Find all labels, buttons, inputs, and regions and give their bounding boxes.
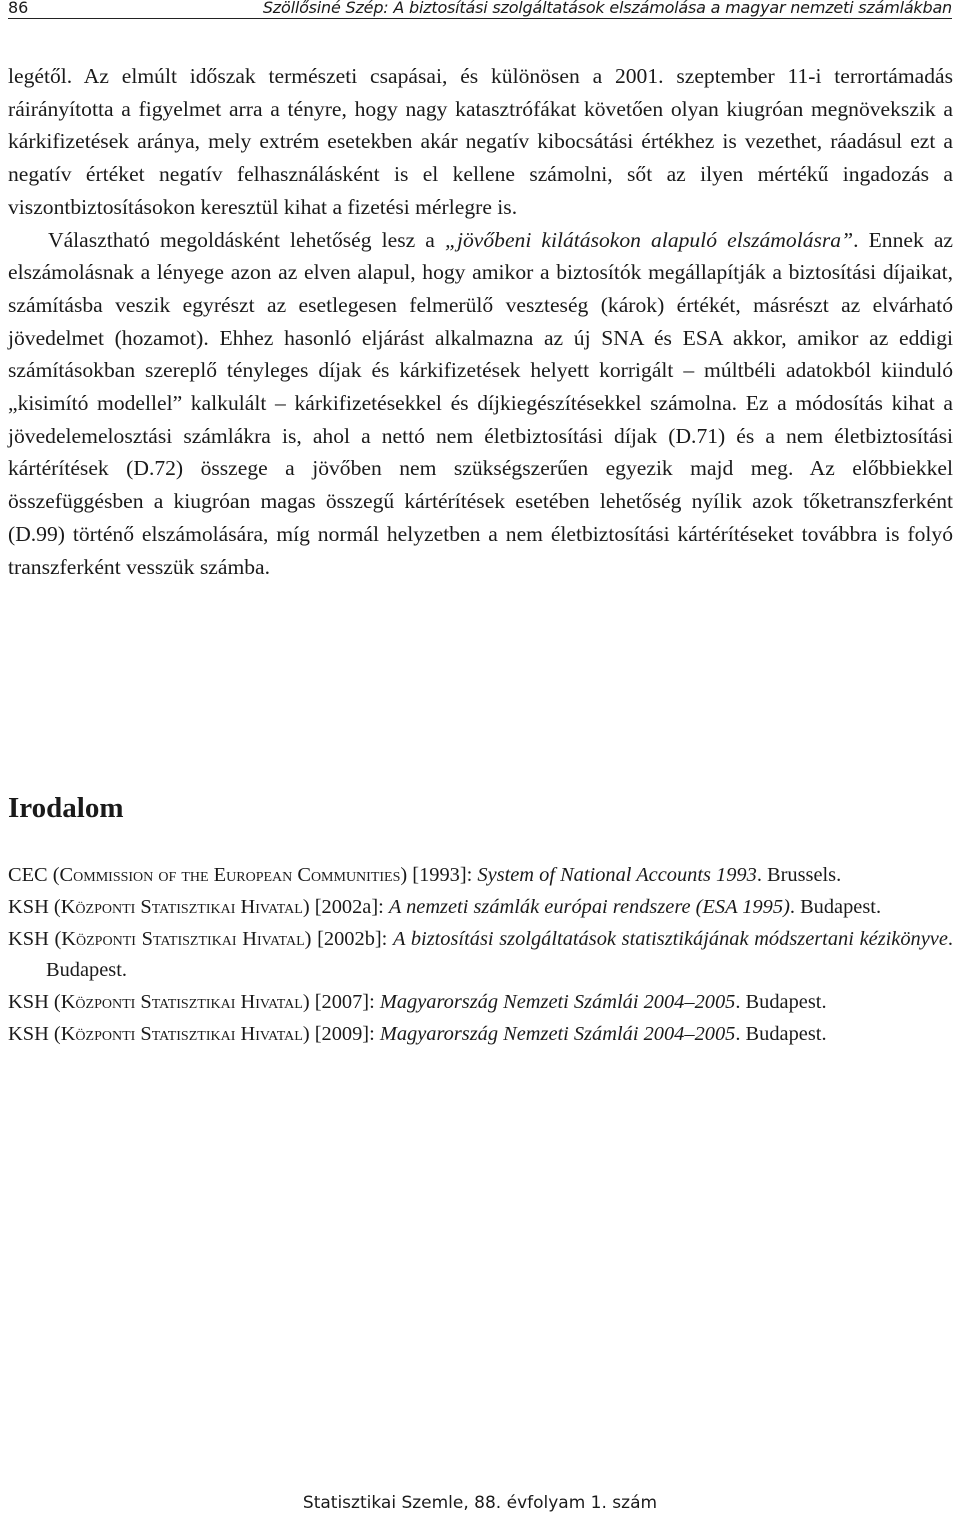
reference-list bbox=[8, 860, 953, 1051]
paragraph-2-rest: . Ennek az elszámolásnak a lényege azon az elven alapul, hogy amikor a biztosítók megállapítják a biztosítási díjaikat, számításba veszik egyrészt az esetlegesen felmerülő veszteség (károk) értékét, másrészt az elvárható jövedelmet (hozamot). Ehhez hasonló eljárást alkalmazna az új SNA és ESA akkor, amikor az eddigi számításokban szereplő tényleges díjak és kárkifizetések helyett korrigált – múltbéli adatokból kiinduló „kisimító modellel” kalkulált – kárkifizetésekkel és díjkiegészítésekkel számolna. Ez a módosítás kihat a jövedelemelosztási számlákra is, ahol a nettó nem életbiztosítási díjak (D.71) és a nem életbiztosítási kártérítések (D.72) összege a jövőben nem szükségszerűen egyezik majd meg. Az előbbiekkel összefüggésben a kiugróan magas összegű kártérítések esetében lehetőség nyílik azok tőketranszferként (D.99) történő elszámolására, míg normál helyzetben a nem életbiztosítási kártérítéseket továbbra is folyó transzferként vesszük számba. bbox=[8, 227, 954, 579]
reference-author: KSH bbox=[8, 991, 49, 1014]
reference-title: Magyarország Nemzeti Számlái 2004–2005 bbox=[379, 991, 736, 1014]
reference-title: Magyarország Nemzeti Számlái 2004–2005 bbox=[379, 1022, 736, 1045]
reference-punct: ( bbox=[48, 1022, 61, 1045]
reference-org: Központi Statisztikai Hivatal bbox=[60, 895, 303, 918]
section-title: Irodalom bbox=[8, 792, 124, 824]
reference-tail: . Budapest. bbox=[735, 991, 827, 1014]
paragraph-2-start: Választható megoldásként lehetőség lesz a bbox=[48, 227, 445, 252]
reference-title: A nemzeti számlák európai rendszere (ESA 1995) bbox=[388, 895, 790, 918]
reference-title: A biztosítási szolgáltatások statisztikájának módszertani kézikönyve bbox=[393, 927, 948, 950]
reference-author: KSH bbox=[8, 895, 49, 918]
reference-org: Commission of the European Communities bbox=[59, 864, 401, 886]
paragraph-2-italic-term: „jövőbeni kilátásokon alapuló elszámolásra” bbox=[444, 227, 854, 252]
reference-punct: ) bbox=[302, 991, 315, 1014]
reference-title: System of National Accounts 1993 bbox=[477, 864, 757, 886]
reference-punct: ) bbox=[304, 927, 318, 950]
reference-org: Központi Statisztikai Hivatal bbox=[60, 991, 303, 1014]
reference-author: KSH bbox=[8, 1022, 49, 1045]
reference-org: Központi Statisztikai Hivatal bbox=[60, 1022, 303, 1045]
reference-org: Központi Statisztikai Hivatal bbox=[61, 927, 305, 950]
reference-punct: ) bbox=[302, 1022, 315, 1045]
reference-year: [2002a]: bbox=[314, 895, 389, 918]
paragraph-1: legétől. Az elmúlt időszak természeti csapásai, és különösen a 2001. szeptember 11-i terrortámadás ráirányította a figyelmet arra a tényre, hogy nagy katasztrófákat követően olyan kiugróan megnövekszik a kárkifizetések aránya, mely extrém esetekben akár negatív kibocsátási értékhez is vezethet, ráadásul ezt a negatív értéket negatív felhasználásként is el kellene számolni, sőt az ilyen mértékű ingadozás a viszontbiztosításokon keresztül kihat a fizetési mérlegre is. bbox=[8, 64, 953, 219]
reference-tail: . Budapest. bbox=[735, 1022, 827, 1045]
page-footer: Statisztikai Szemle, 88. évfolyam 1. szám bbox=[302, 1493, 658, 1513]
reference-punct: ) bbox=[302, 895, 315, 918]
reference-tail: . Brussels. bbox=[756, 864, 842, 886]
reference-year: [2002b]: bbox=[317, 927, 394, 950]
reference-tail: . Budapest. bbox=[789, 895, 882, 918]
reference-punct: ) bbox=[400, 864, 413, 886]
reference-item bbox=[8, 924, 953, 988]
reference-punct: ( bbox=[48, 895, 61, 918]
reference-item bbox=[8, 860, 953, 892]
reference-item bbox=[8, 1019, 953, 1051]
page-header bbox=[8, 0, 952, 19]
body-text bbox=[8, 60, 953, 583]
reference-year: [2009]: bbox=[314, 1022, 380, 1045]
page-number: 86 bbox=[8, 0, 29, 17]
paragraph-2 bbox=[8, 224, 953, 584]
reference-year: [1993]: bbox=[412, 864, 478, 886]
reference-author: CEC bbox=[8, 864, 48, 886]
reference-punct: ( bbox=[48, 991, 61, 1014]
reference-punct: ( bbox=[48, 927, 62, 950]
reference-tail: . Budapest. bbox=[46, 927, 953, 982]
running-title: Szöllősiné Szép: A biztosítási szolgáltatások elszámolása a magyar nemzeti számlákban bbox=[262, 0, 952, 17]
reference-year: [2007]: bbox=[314, 991, 380, 1014]
reference-item bbox=[8, 987, 953, 1019]
reference-item bbox=[8, 892, 953, 924]
reference-author: KSH bbox=[8, 927, 49, 950]
reference-punct: ( bbox=[47, 864, 60, 886]
